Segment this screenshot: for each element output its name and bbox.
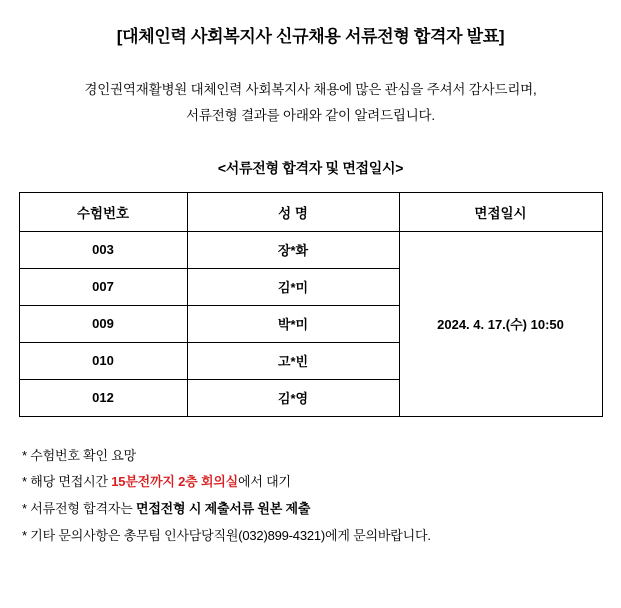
note-item-4 bbox=[22, 523, 621, 550]
cell-exam-no: 012 bbox=[19, 379, 187, 416]
note-2-highlight: 15분전까지 2층 회의실 bbox=[111, 474, 239, 490]
table-row bbox=[19, 231, 602, 268]
cell-name: 장*화 bbox=[187, 231, 399, 268]
note-2-text-part1: * 해당 면접시간 bbox=[22, 474, 112, 490]
cell-interview-datetime: 2024. 4. 17.(수) 10:50 bbox=[399, 231, 602, 416]
notes-list bbox=[22, 443, 621, 550]
note-item-1 bbox=[22, 443, 621, 470]
column-header-interview-datetime: 면접일시 bbox=[399, 192, 602, 231]
intro-paragraph bbox=[0, 77, 621, 130]
cell-exam-no: 007 bbox=[19, 268, 187, 305]
cell-name: 박*미 bbox=[187, 305, 399, 342]
section-heading: <서류전형 합격자 및 면접일시> bbox=[217, 159, 404, 176]
table-header-row bbox=[19, 192, 602, 231]
intro-line-2: 서류전형 결과를 아래와 같이 알려드립니다. bbox=[186, 108, 435, 124]
column-header-name: 성 명 bbox=[187, 192, 399, 231]
note-2-text-part2: 에서 대기 bbox=[238, 474, 291, 490]
note-1-text: * 수험번호 확인 요망 bbox=[22, 447, 136, 463]
note-4-text: * 기타 문의사항은 총무팀 인사담당직원(032)899-4321)에게 문의바랍니다. bbox=[22, 527, 431, 543]
note-item-3 bbox=[22, 496, 621, 523]
cell-name: 고*빈 bbox=[187, 342, 399, 379]
cell-name: 김*영 bbox=[187, 379, 399, 416]
intro-line-1: 경인권역재활병원 대체인력 사회복지사 채용에 많은 관심을 주셔서 감사드리며, bbox=[84, 82, 537, 97]
cell-exam-no: 010 bbox=[19, 342, 187, 379]
note-3-bold: 면접전형 시 제출서류 원본 제출 bbox=[135, 500, 311, 516]
cell-name: 김*미 bbox=[187, 268, 399, 305]
cell-exam-no: 009 bbox=[19, 305, 187, 342]
document-page bbox=[0, 22, 621, 608]
note-item-2 bbox=[22, 469, 621, 496]
results-table bbox=[19, 192, 603, 417]
cell-exam-no: 003 bbox=[19, 231, 187, 268]
column-header-exam-no: 수험번호 bbox=[19, 192, 187, 231]
page-title: [대체인력 사회복지사 신규채용 서류전형 합격자 발표] bbox=[116, 27, 505, 46]
note-3-text-part1: * 서류전형 합격자는 bbox=[22, 500, 136, 516]
